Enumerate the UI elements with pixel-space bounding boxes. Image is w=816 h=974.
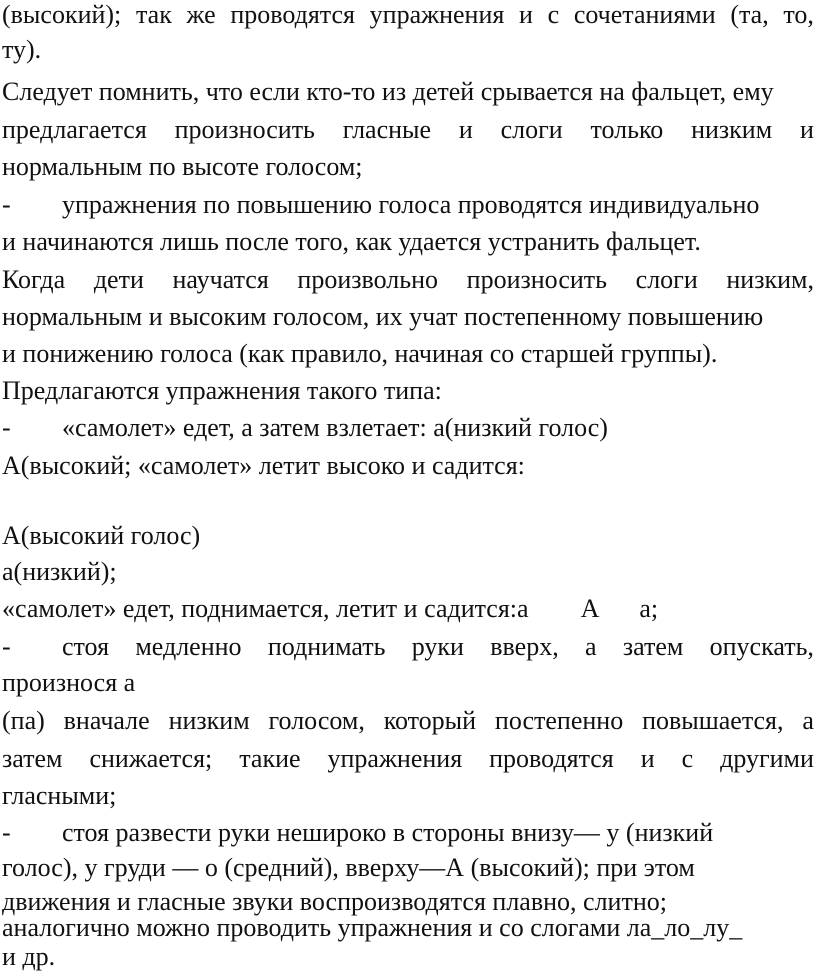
word: вверх, — [490, 632, 559, 661]
text-line-13: А(высокий; «самолет» летит высоко и садится: — [2, 451, 525, 480]
word: стоя — [62, 632, 110, 661]
word: с — [547, 0, 560, 29]
word: и — [640, 744, 655, 773]
text-line-8 — [2, 265, 814, 295]
list-item-text: «самолет» едет, а затем взлетает: а(низкий голос) — [62, 413, 608, 442]
word: то, — [783, 0, 814, 29]
word: произвольно — [297, 265, 439, 294]
list-item-2 — [2, 413, 814, 443]
word: гласные — [342, 115, 432, 144]
list-item-3 — [2, 632, 814, 662]
word: произносить — [466, 265, 608, 294]
list-item-text — [62, 632, 814, 662]
word: слоги — [500, 115, 563, 144]
list-item-4 — [2, 818, 814, 848]
word: вначале — [63, 706, 150, 735]
word: и — [519, 0, 533, 29]
word: такие — [239, 744, 301, 773]
text-line-24: движения и гласные звуки воспроизводятся плавно, слитно; — [2, 887, 667, 916]
text-line-9: нормальным и высоким голосом, их учат постепенному повышению — [2, 302, 764, 331]
word: так — [135, 0, 172, 29]
line-segment-a: «самолет» едет, поднимается, летит и садится:а — [2, 594, 529, 623]
text-line-3: Следует помнить, что если кто-то из детей срывается на фальцет, ему — [2, 77, 774, 106]
text-line-25: аналогично можно проводить упражнения и со слогами ла_ло_лу_ — [2, 913, 743, 942]
text-line-7: и начинаются лишь после того, как удается устранить фальцет. — [2, 227, 701, 256]
word: который — [383, 706, 477, 735]
text-line-10: и понижению голоса (как правило, начиная со старшей группы). — [2, 339, 718, 368]
list-item-1 — [2, 190, 814, 220]
line-segment-b: А — [580, 594, 600, 623]
word: дети — [93, 265, 144, 294]
word: затем — [2, 744, 63, 773]
text-line-21: гласными; — [2, 781, 117, 810]
text-line-11: Предлагаются упражнения такого типа: — [2, 376, 442, 405]
list-item-text: стоя развести руки нешироко в стороны внизу— у (низкий — [62, 818, 714, 847]
word: а — [802, 706, 814, 735]
word: и — [458, 115, 473, 144]
word: же — [186, 0, 216, 29]
word: голосом, — [268, 706, 365, 735]
text-line-20 — [2, 744, 814, 774]
word: проводятся — [230, 0, 355, 29]
word: научатся — [172, 265, 269, 294]
word: (па) — [2, 706, 45, 735]
word: опускать, — [709, 632, 814, 661]
text-line-2: ту). — [2, 35, 42, 64]
text-line-14: А(высокий голос) — [2, 521, 201, 550]
word: только — [590, 115, 664, 144]
text-line-23: голос), у груди — о (средний), вверху—А (высокий); при этом — [2, 853, 695, 882]
text-line-5: нормальным по высоте голосом; — [2, 152, 363, 181]
word: а — [585, 632, 597, 661]
text-line-19 — [2, 706, 814, 736]
text-line-18: произнося а — [2, 668, 136, 697]
word: повышается, — [642, 706, 784, 735]
word: проводятся — [489, 744, 614, 773]
word: затем — [622, 632, 684, 661]
word: предлагается — [2, 115, 147, 144]
word: сочетаниями — [573, 0, 716, 29]
text-line-1 — [2, 0, 814, 30]
word: упражнения — [369, 0, 505, 29]
word: (высокий); — [2, 0, 122, 29]
word: Когда — [2, 265, 66, 294]
line-segment-c: а; — [639, 594, 659, 623]
word: поднимать — [267, 632, 386, 661]
list-item-text: упражнения по повышению голоса проводятся индивидуально — [62, 190, 760, 219]
list-dash: - — [2, 413, 11, 442]
word: другими — [720, 744, 814, 773]
word: низким — [691, 115, 773, 144]
word: низким, — [726, 265, 814, 294]
text-line-4 — [2, 115, 814, 145]
word: слоги — [635, 265, 698, 294]
word: (та, — [730, 0, 769, 29]
word: медленно — [135, 632, 242, 661]
word: постепенно — [494, 706, 624, 735]
text-line-26: и др. — [2, 942, 56, 971]
word: низким — [168, 706, 250, 735]
list-dash: - — [2, 190, 11, 219]
text-line-15: а(низкий); — [2, 557, 117, 586]
word: произносить — [174, 115, 315, 144]
list-dash: - — [2, 632, 11, 661]
text-line-16 — [2, 594, 814, 624]
word: снижается; — [89, 744, 213, 773]
word: и — [799, 115, 814, 144]
list-dash: - — [2, 818, 11, 847]
word: с — [681, 744, 694, 773]
word: упражнения — [327, 744, 463, 773]
word: руки — [411, 632, 464, 661]
